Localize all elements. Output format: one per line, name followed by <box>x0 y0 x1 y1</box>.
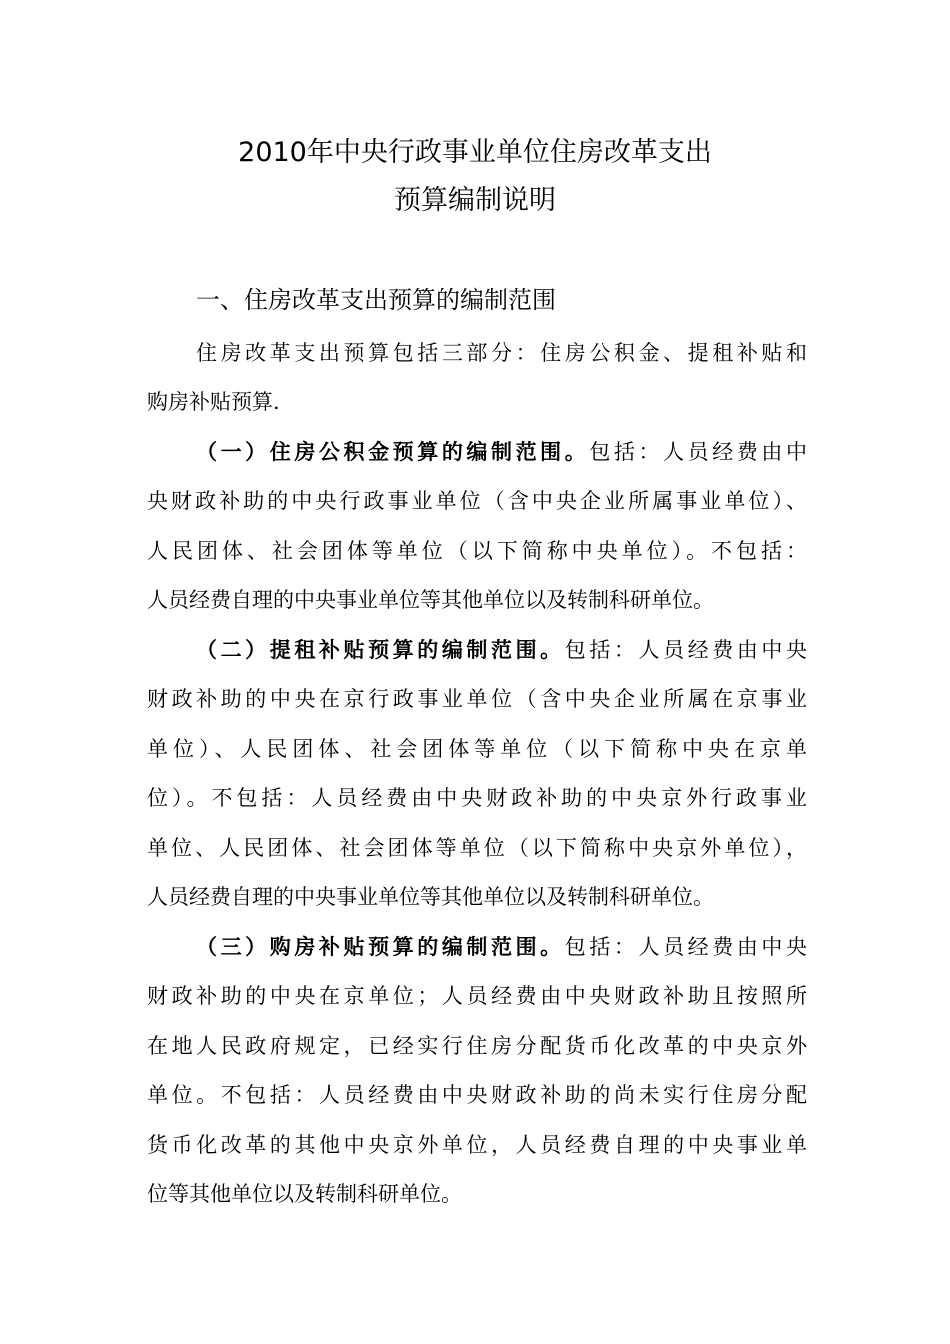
document-title-line-2: 预算编制说明 <box>394 185 556 216</box>
paragraph-first-line <box>196 436 807 468</box>
paragraph-line: 单位。不包括：人员经费由中央财政补助的尚未实行住房分配 <box>147 1083 807 1107</box>
paragraph-line: 位等其他单位以及转制科研单位。 <box>147 1182 462 1206</box>
paragraph-line: 单位）、人民团体、社会团体等单位（以下简称中央在京单 <box>147 737 807 761</box>
paragraph-line: 财政补助的中央在京单位；人员经费由中央财政补助且按照所 <box>147 984 807 1008</box>
paragraph-first-line <box>196 634 807 666</box>
paragraph-line: 位）。不包括：人员经费由中央财政补助的中央京外行政事业 <box>147 786 807 810</box>
paragraph-line: 单位、人民团体、社会团体等单位（以下简称中央京外单位）， <box>147 836 807 860</box>
document-title-line-1: 2010年中央行政事业单位住房改革支出 <box>238 137 712 168</box>
paragraph-text: 包括：人员经费由中央 <box>564 638 807 662</box>
paragraph-heading-bold: （二）提租补贴预算的编制范围。 <box>196 638 565 662</box>
paragraph-text: 包括：人员经费由中央 <box>564 935 807 959</box>
paragraph-heading-bold: （一）住房公积金预算的编制范围。 <box>196 440 590 464</box>
paragraph-line: 货币化改革的其他中央京外单位，人员经费自理的中央事业单 <box>147 1133 807 1157</box>
paragraph-heading-bold: （三）购房补贴预算的编制范围。 <box>196 935 565 959</box>
paragraph-line: 人员经费自理的中央事业单位等其他单位以及转制科研单位。 <box>147 885 714 909</box>
paragraph-text: 包括：人员经费由中 <box>589 440 808 464</box>
paragraph-line: 央财政补助的中央行政事业单位（含中央企业所属事业单位）、 <box>147 489 807 513</box>
section-heading: 一、住房改革支出预算的编制范围 <box>196 286 556 314</box>
paragraph-line: 人员经费自理的中央事业单位等其他单位以及转制科研单位。 <box>147 588 714 612</box>
intro-line: 住房改革支出预算包括三部分：住房公积金、提租补贴和 <box>196 341 807 365</box>
paragraph-first-line <box>196 931 807 963</box>
paragraph-line: 在地人民政府规定，已经实行住房分配货币化改革的中央京外 <box>147 1034 807 1058</box>
intro-line: 购房补贴预算. <box>147 390 280 414</box>
paragraph-line: 人民团体、社会团体等单位（以下简称中央单位）。不包括： <box>147 539 807 563</box>
paragraph-line: 财政补助的中央在京行政事业单位（含中央企业所属在京事业 <box>147 687 807 711</box>
